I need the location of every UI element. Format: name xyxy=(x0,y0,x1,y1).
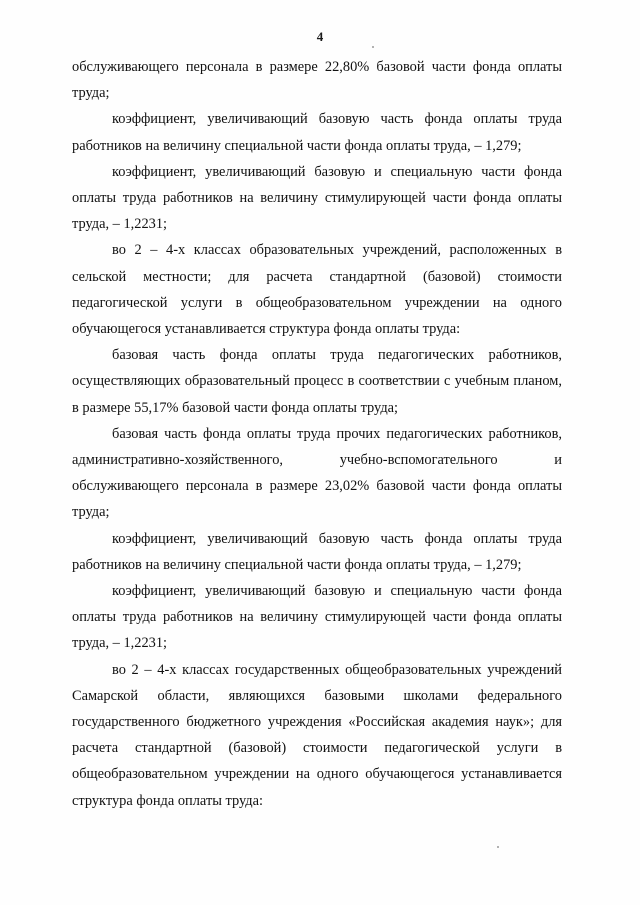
paragraph: коэффициент, увеличивающий базовую и специальную части фонда оплаты труда работников на величину стимулирующей части фонда оплаты труда, – 1,2231; xyxy=(72,583,562,652)
paragraph: коэффициент, увеличивающий базовую часть фонда оплаты труда работников на величину специальной части фонда оплаты труда, – 1,279; xyxy=(72,111,562,154)
paragraph: базовая часть фонда оплаты труда педагогических работников, осуществляющих образовательный процесс в соответствии с учебным планом, в размере 55,17% базовой части фонда оплаты труда; xyxy=(72,347,562,416)
paragraph: базовая часть фонда оплаты труда прочих педагогических работников, административно-хозяйственного, учебно-вспомогательного и обслуживающего персонала в размере 23,02% базовой части фонда оплаты труда; xyxy=(72,425,562,521)
scan-speck xyxy=(497,846,499,848)
document-body xyxy=(72,54,562,814)
paragraph: коэффициент, увеличивающий базовую часть фонда оплаты труда работников на величину специальной части фонда оплаты труда, – 1,279; xyxy=(72,530,562,573)
page-number: 4 xyxy=(316,29,324,44)
paragraph: обслуживающего персонала в размере 22,80% базовой части фонда оплаты труда; xyxy=(72,59,562,102)
paragraph: коэффициент, увеличивающий базовую и специальную части фонда оплаты труда работников на величину стимулирующей части фонда оплаты труда, – 1,2231; xyxy=(72,163,562,233)
paragraph: во 2 – 4-х классах государственных общеобразовательных учреждений Самарской области, являющихся базовыми школами федерального государственного бюджетного учреждения «Российская академия наук»; для расчета стандартной (базовой) стоимости педагогической услуги в общеобразовательном учреждении на одного обучающегося устанавливается структура фонда оплаты труда: xyxy=(72,661,562,809)
paragraph: во 2 – 4-х классах образовательных учреждений, расположенных в сельской местности; для расчета стандартной (базовой) стоимости педагогической услуги в общеобразовательном учреждении на одного обучающегося устанавливается структура фонда оплаты труда: xyxy=(72,242,562,338)
scan-speck xyxy=(372,46,374,48)
